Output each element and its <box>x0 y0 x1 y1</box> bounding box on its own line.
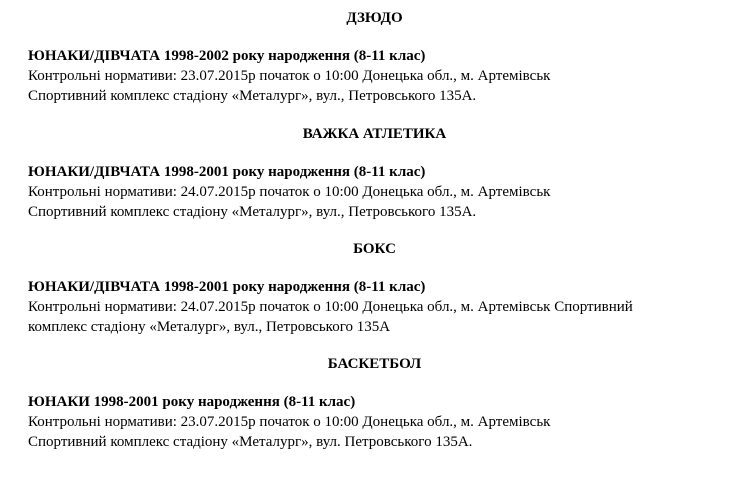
section-judo <box>28 8 718 106</box>
details-line-1: Контрольні нормативи: 23.07.2015р початок о 10:00 Донецька обл., м. Артемівськ <box>28 414 551 430</box>
section-subtitle: ЮНАКИ/ДІВЧАТА 1998-2001 року народження (8-11 клас) <box>28 279 426 295</box>
section-details <box>28 412 718 452</box>
details-line-1: Контрольні нормативи: 24.07.2015р початок о 10:00 Донецька обл., м. Артемівськ <box>28 184 551 200</box>
section-heading: БОКС <box>353 241 396 257</box>
details-line-2: Спортивний комплекс стадіону «Металург», вул., Петровського 135А. <box>28 88 477 104</box>
section-subtitle: ЮНАКИ/ДІВЧАТА 1998-2002 року народження (8-11 клас) <box>28 48 426 64</box>
section-heading: ДЗЮДО <box>346 10 403 26</box>
section-heading: БАСКЕТБОЛ <box>327 356 422 372</box>
section-heading: ВАЖКА АТЛЕТИКА <box>302 126 447 142</box>
section-details <box>28 66 718 106</box>
section-subtitle: ЮНАКИ/ДІВЧАТА 1998-2001 року народження (8-11 клас) <box>28 164 426 180</box>
details-line-1: Контрольні нормативи: 24.07.2015р початок о 10:00 Донецька обл., м. Артемівськ Спортивний <box>28 299 633 315</box>
details-line-2: Спортивний комплекс стадіону «Металург», вул. Петровського 135А. <box>28 434 473 450</box>
section-weightlifting <box>28 124 718 222</box>
section-details <box>28 182 718 222</box>
section-subtitle: ЮНАКИ 1998-2001 року народження (8-11 клас) <box>28 394 356 410</box>
section-basketball <box>28 354 718 452</box>
details-line-2: комплекс стадіону «Металург», вул., Петровського 135А <box>28 319 391 335</box>
details-line-1: Контрольні нормативи: 23.07.2015р початок о 10:00 Донецька обл., м. Артемівськ <box>28 68 551 84</box>
details-line-2: Спортивний комплекс стадіону «Металург», вул., Петровського 135А. <box>28 204 477 220</box>
section-details <box>28 297 718 337</box>
section-boxing <box>28 239 718 337</box>
